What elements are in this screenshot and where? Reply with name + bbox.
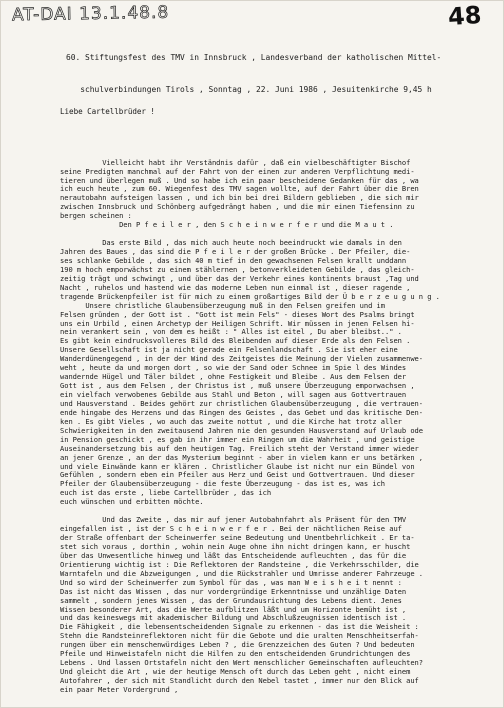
text-line: Warntafeln und die Abzweigungen , und die Rückstrahler und Umrisse anderer Fahrzeuge . [60, 568, 423, 578]
text-line: zeitig trägt und schwingt , und über das der Verkehr eines kontinents braust ,Tag und [60, 273, 419, 283]
text-line: Gott ist , aus dem Felsen , der Christus ist , muß unsere Überzeugung emporwachsen , [60, 381, 415, 391]
text-line: nerautobahn aufsteigen lassen , und ich bin bei drei Bildern geblieben , die sich mir [60, 193, 419, 203]
text-line: tragende Brückenpfeiler ist für mich zu einem großartiges Bild der Ü b e r z e u g u n g . [60, 291, 440, 301]
salutation: Liebe Cartellbrüder ! [60, 106, 155, 116]
text-line: der Straße offenbart der Scheinwerfer seine Bedeutung und Unentbehrlichkeit . Er ta- [60, 533, 415, 543]
text-line: Orientierung wichtig ist : Die Reflektoren der Randsteine , die Verkehrsschilder, die [60, 559, 419, 569]
text-line: und viele Einwände kann er klären . Christlicher Glaube ist nicht nur ein Bündel von [60, 461, 415, 471]
handwritten-page-number: 48 [447, 0, 483, 32]
text-line: ende hingabe des Herzens und das Ringen des Geistes , das Gebet und das kritische Den- [60, 407, 423, 417]
text-line: weht , heute da und morgen dort , so wie der Sand oder Schnee im Spie l des Windes [60, 363, 407, 373]
text-line: Lebens . Und lassen Ortstafeln nicht den Wert menschlicher Gemeinschaften aufleuchten? [60, 658, 423, 668]
header-line: schulverbindungen Tirols , Sonntag , 22. Juni 1986 , Jesuitenkirche 9,45 h [66, 84, 432, 94]
text-line: rungen über ein menschenwürdiges Leben ? , die Grenzzeichen des Guten ? Und bedeuten [60, 640, 415, 650]
text-line: Schwierigkeiten in den zweitausend Jahren nie den gesunden Hausverstand auf Urlaub ode [60, 425, 423, 435]
text-line: Felsen gründen , der Gott ist . "Gott ist mein Fels" - dieses Wort des Psalms bringt [60, 309, 415, 319]
text-line: Auseinandersetzung bis auf den heutigen Tag. Freilich steht der Verstand immer wieder [60, 443, 419, 453]
text-line: sammelt , sondern jenes Wissen , das der Grundausrichtung des Lebens dient. Jenes [60, 595, 402, 605]
text-line: ses schlanke Gebilde , das sich 40 m tief in den gewachsenen Felsen krallt unddann [60, 255, 407, 265]
text-line: Es gibt kein eindrucksvolleres Bild des Bleibenden auf dieser Erde als den Felsen . [60, 336, 411, 346]
text-line: ich euch heute , zum 60. Wiegenfest des TMV sagen wollte, auf der Fahrt über die Bren [60, 184, 419, 194]
text-line: in Pension geschickt , es gab in ihr immer ein Ringen um die Wahrheit , und geistige [60, 434, 415, 444]
text-line: stet sich voraus , dorthin , wohin nein Auge ohne ihn nicht dringen kann, er huscht [60, 541, 411, 551]
text-line: Pfeiler der Glaubensüberzeugung - die feste Überzeugung - das ist es, was ich [60, 479, 386, 489]
text-line: Die Fähigkeit , die lebensentscheidenden Signale zu erkennen - das ist die Weisheit : [60, 622, 419, 632]
archive-reference-stamp: AT-DAI 13.1.48.8 [11, 2, 170, 26]
text-line: Und so wird der Scheinwerfer zum Symbol für das , was man W e i s h e i t nennt : [60, 577, 402, 587]
text-line: tieren und überlegen muß . Und so habe ich ein paar bescheidene Gedanken für das , wa [60, 175, 419, 185]
text-line: Nacht , ruhelos und hastend wie das moderne Leben nun einmal ist , dieser ragende , [60, 282, 411, 292]
text-line: ein paar Meter Vordergrund , [60, 684, 179, 694]
text-line: zwischen Innsbruck und Schönberg aufgedrängt haben , und die mir einen Tiefensinn zu [60, 202, 415, 212]
text-line: an jener Grenze , an der das Mysterium beginnt - aber in vielem kann er uns betärken , [60, 452, 423, 462]
text-line: wandernde Hügel und Täler bildet , ohne Festigkeit und Bleibe . Aus dem Felsen der [60, 372, 407, 382]
text-line: und Hausverstand . Beides gehört zur christlichen Glaubensüberzeugung , die vertrauen- [60, 398, 423, 408]
text-line: Wanderdünengegend , in der der Wind des Zeitgeistes die Meinung der Vielen zusammenwe- [60, 354, 423, 364]
spacer [60, 135, 500, 141]
text-line: eingefallen ist , ist der S c h e i n w e r f e r . Bei der nächtlichen Reise auf [60, 524, 402, 534]
text-line: Autofahrer , der sich mit Standlicht durch den Nebel tastet , immer nur den Blick auf [60, 676, 419, 686]
text-line: Wissen besonderer Art, das die Werte aufblitzen läßt und um Horizonte bemüht ist , [60, 604, 407, 614]
text-line: Unsere christliche Glaubensüberzeugung muß in den Felsen greifen und im [60, 300, 386, 310]
text-line: seine Predigten manchmal auf der Fahrt von der einen zur anderen Verpflichtung medi- [60, 166, 415, 176]
text-line: euch wünschen und erbitten möchte. [60, 497, 204, 507]
text-line: Das erste Bild , das mich auch heute noch beeindruckt wie damals in den [60, 238, 402, 248]
text-line: 190 m hoch emporwächst zu einem stählernen , betonverkleideten Gebilde , das gleich- [60, 264, 415, 274]
text-line: bergen scheinen : [60, 211, 132, 221]
letter-body [60, 90, 500, 695]
text-line: Gefühlen , sondern eben ein Pfeiler aus Herz und Geist und Gottvertrauen. Und dieser [60, 470, 415, 480]
text-line: Den P f e i l e r , den S c h e i n w e r f e r und die M a u t . [60, 220, 394, 230]
text-line: ein vielfach verwobenes Gebilde aus Stahl und Beton , will sagen aus Gottvertrauen [60, 390, 407, 400]
text-line: und das keineswegs mit akademischer Bildung und Abschlußzeugnissen identisch ist . [60, 613, 407, 623]
text-line: ken . Es gibt Vieles , wo auch das zweite nottut , und die Kirche hat trotz aller [60, 416, 402, 426]
header-line: 60. Stiftungsfest des TMV in Innsbruck , Landesverband der katholischen Mittel- [66, 53, 442, 62]
text-line: Unsere Gesellschaft ist ja nicht gerade ein Felsenlandschaft . Sie ist eher eine [60, 345, 398, 355]
text-line: Jahren des Baues , das sind die P f e i l e r der großen Brücke . Der Pfeiler, die- [60, 247, 411, 257]
text-line: Pfeile und Hinweistafeln nicht die Hilfen zu den entscheidenden Grundrichtungen des [60, 649, 411, 659]
text-line: nein verankert sein , von dem es heißt : " Alles ist eitel , Du aber bleibst.." . [60, 327, 402, 337]
text-line: Vielleicht habt ihr Verständnis dafür , daß ein vielbeschäftigter Bischof [60, 157, 411, 167]
text-line: uns ein Urbild , einen Archetyp der Heiligen Schrift. Wir müssen in jenen Felsen hi- [60, 318, 415, 328]
text-line: Stehn die Randsteinreflektoren nicht für die Gebote und die uralten Menschheitserfah- [60, 631, 419, 641]
text-line: Das ist nicht das Wissen , das nur vordergründige Erkenntnisse und unzählige Daten [60, 586, 407, 596]
text-line: Und das Zweite , das mir auf jener Autobahnfahrt als Präsent für den TMV [60, 515, 407, 525]
text-line: Und gleicht die Art , wie der heutige Mensch oft durch das Leben geht , nicht einem [60, 667, 411, 677]
text-line: über das Unwesentliche hinweg und läßt das Entscheidende aufleuchten , das für die [60, 550, 407, 560]
text-line: euch ist das erste , liebe Cartellbrüder , das ich [60, 488, 272, 498]
